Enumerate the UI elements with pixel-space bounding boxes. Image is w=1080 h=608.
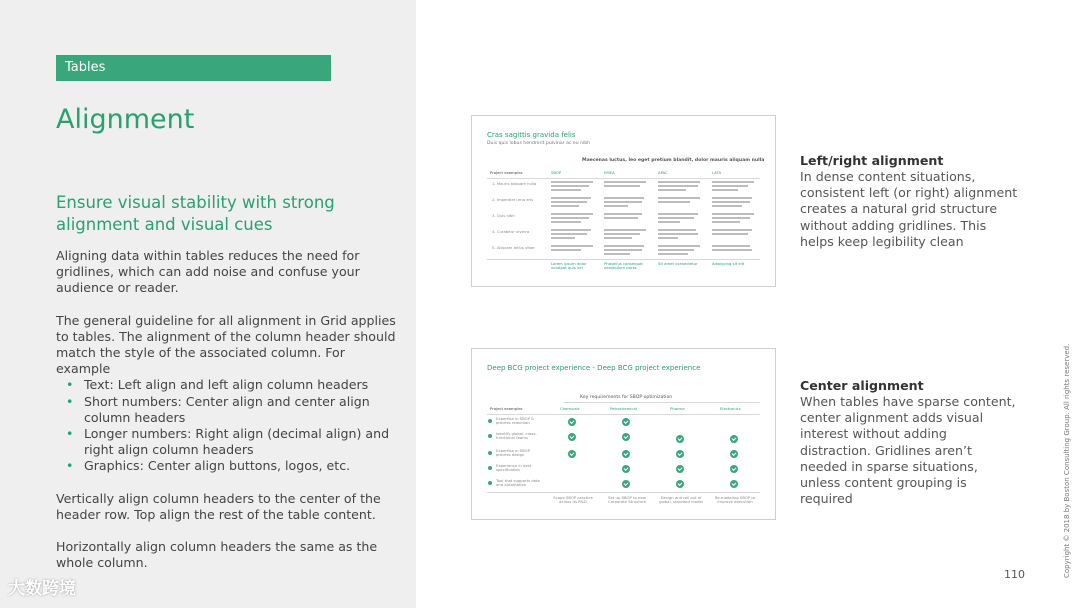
column-header: EMEA — [604, 170, 615, 175]
section-heading-left-right: Left/right alignment — [800, 153, 944, 168]
table-divider — [487, 178, 760, 179]
paragraph-4: Horizontally align column headers the same as the whole column. — [56, 539, 378, 571]
bullet-item: • Graphics: Center align buttons, logos, etc. — [66, 458, 396, 474]
section-tag: Tables — [56, 55, 331, 81]
table-example-dense — [471, 115, 776, 287]
table-divider — [564, 402, 760, 403]
paragraph-3: Vertically align column headers to the center of the header row. Top align the rest of the table content. — [56, 490, 381, 522]
row-label: 5. Aliquam tellus vitae — [492, 245, 535, 250]
row-label: Identify global, cross-functional teams — [496, 431, 537, 441]
check-icon — [622, 433, 630, 441]
example-header: Key requirements for SBOP optimization — [580, 395, 673, 400]
check-icon — [622, 465, 630, 473]
footer-cell: Scope SBOP practice across its R&D — [553, 495, 593, 505]
row-dot-icon — [488, 434, 492, 438]
footer-cell: Lorem ipsum dolor volutpat quis vel — [551, 261, 587, 271]
column-header: Chemicals — [560, 406, 580, 411]
row-label: Expertise in SBOP process design — [496, 448, 530, 458]
paragraph-1: Aligning data within tables reduces the need for gridlines, which can add noise and confuse your audience or reader. — [56, 248, 360, 296]
table-divider — [487, 492, 760, 493]
check-icon — [730, 480, 738, 488]
footer-cell: Phasellus consequat vestibulum porta — [604, 261, 643, 271]
check-icon — [622, 418, 630, 426]
check-icon — [730, 450, 738, 458]
check-icon — [676, 435, 684, 443]
example-subtitle: Duis quis lobus hendrerit pulvinar ac eu nibh — [487, 141, 591, 146]
dense-text-lines — [551, 181, 761, 261]
section-heading-center: Center alignment — [800, 378, 924, 393]
bullet-item: • Longer numbers: Right align (decimal align) and right align column headers — [66, 426, 396, 458]
check-icon — [622, 450, 630, 458]
example-title: Cras sagittis gravida felis — [487, 131, 576, 139]
column-header: SBOP — [551, 170, 562, 175]
column-header: Project examples — [490, 406, 523, 411]
column-header: Project examples — [490, 170, 523, 175]
table-divider — [487, 259, 760, 260]
row-label: 2. Imperdiet urna eris — [492, 197, 534, 202]
page-title: Alignment — [56, 104, 195, 135]
check-icon — [622, 480, 630, 488]
check-icon — [568, 433, 576, 441]
page-number: 110 — [1004, 568, 1025, 581]
footer-cell: Sit amet consectetur — [658, 261, 698, 266]
footer-cell: Set up SBOP to new Corporate Structure — [608, 495, 646, 505]
table-example-sparse — [471, 348, 776, 520]
check-icon — [676, 480, 684, 488]
example-title: Deep BCG project experience - Deep BCG project experience — [487, 364, 701, 372]
check-icon — [730, 465, 738, 473]
column-header: Electronics — [720, 406, 741, 411]
row-label: Tool that supports data and automation — [496, 478, 540, 488]
bullet-item: • Short numbers: Center align and center align column headers — [66, 394, 396, 426]
column-header: Petrochemical — [610, 406, 637, 411]
section-body-left-right: In dense content situations, consistent left (or right) alignment creates a natural grid structure without adding gridlines. This helps keep legibility clean — [800, 169, 1018, 249]
footer-cell: Design and roll out of global, standard model — [659, 495, 703, 505]
row-dot-icon — [488, 466, 492, 470]
check-icon — [676, 465, 684, 473]
watermark-logo: 大数跨境 — [8, 579, 76, 599]
body-text — [56, 248, 396, 587]
section-body-center: When tables have sparse content, center alignment adds visual interest without adding distraction. Gridlines aren’t needed in sparse situations, unless content grouping is required — [800, 394, 1016, 507]
alignment-bullets — [56, 377, 396, 474]
page-subtitle: Ensure visual stability with strong alignment and visual cues — [56, 193, 335, 234]
table-divider — [487, 414, 760, 415]
row-label: 4. Curabitur viverra — [492, 229, 530, 234]
row-dot-icon — [488, 419, 492, 423]
column-header: Pharma — [670, 406, 685, 411]
row-label: Experience in best specification — [496, 463, 532, 473]
row-label: 3. Quis nibh — [492, 213, 515, 218]
example-header: Maecenas luctus, leo eget pretium blandit, dolor mauris aliquam nulla — [582, 158, 765, 163]
footer-cell: Adipiscing sit elit — [712, 261, 745, 266]
check-icon — [568, 450, 576, 458]
footer-cell: Re-modeling SBOP to improve execution — [714, 495, 756, 505]
check-icon — [568, 418, 576, 426]
row-dot-icon — [488, 451, 492, 455]
column-header: APAC — [658, 170, 668, 175]
column-header: LATA — [712, 170, 722, 175]
check-icon — [730, 435, 738, 443]
copyright-notice: Copyright © 2018 by Boston Consulting Group. All rights reserved. — [1063, 343, 1071, 578]
bullet-item: • Text: Left align and left align column headers — [66, 377, 396, 393]
row-label: Expertise in SBOP & process reduction — [496, 416, 535, 426]
row-label: 1. Mauris aliquam nulla — [492, 181, 537, 186]
row-dot-icon — [488, 481, 492, 485]
check-icon — [676, 450, 684, 458]
paragraph-2: The general guideline for all alignment in Grid applies to tables. The alignment of the column header should match the style of the associated column. For example — [56, 312, 396, 377]
